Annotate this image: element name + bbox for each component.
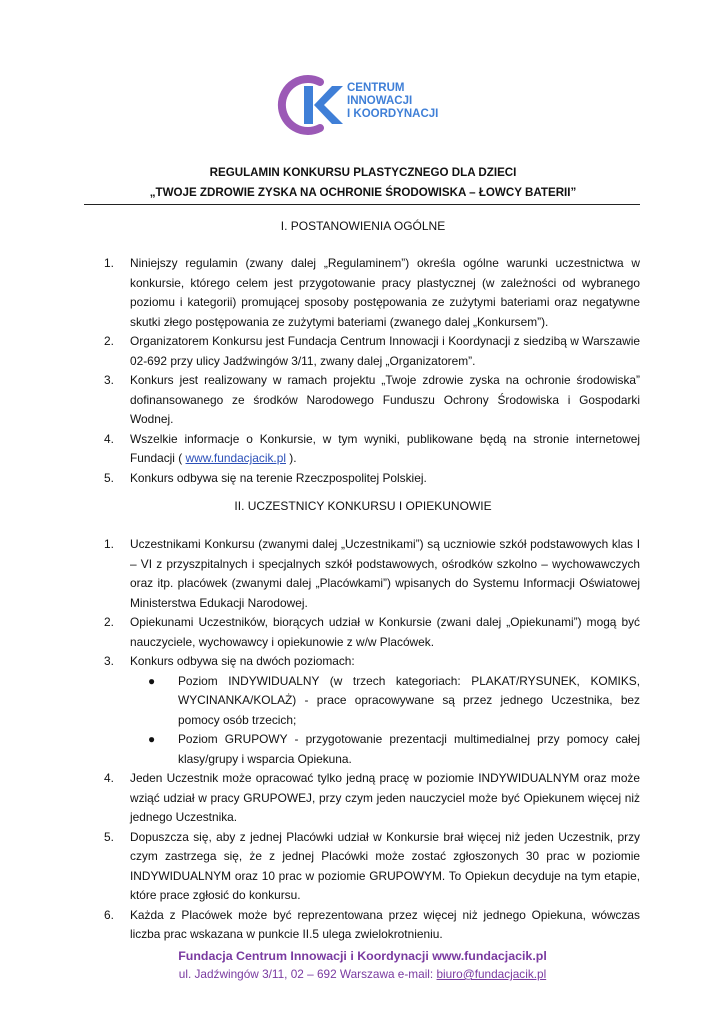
list-item bbox=[104, 254, 640, 332]
item-text-before: Wszelkie informacje o Konkursie, w tym wyniki, publikowane będą na stronie internetowej Fundacji ( bbox=[130, 431, 640, 465]
list-item bbox=[104, 769, 640, 828]
item-number: 3. bbox=[104, 373, 114, 387]
item-number: 4. bbox=[104, 431, 114, 446]
bullet-item bbox=[130, 672, 640, 731]
list-item bbox=[104, 332, 640, 371]
section-1-heading: I. POSTANOWIENIA OGÓLNE bbox=[280, 219, 446, 233]
item-number: 5. bbox=[104, 470, 114, 485]
logo-text bbox=[347, 82, 438, 121]
item-number: 5. bbox=[104, 829, 114, 844]
footer-email-link[interactable]: biuro@fundacjacik.pl bbox=[436, 967, 547, 981]
item-text: Każda z Placówek może być reprezentowana przez więcej niż jednego Opiekuna, wówczas liczba prac wskazana w punkcie II.5 ulega zwielokrotnieniu. bbox=[130, 907, 640, 941]
footer-address-text: ul. Jadźwingów 3/11, 02 – 692 Warszawa e-mail: bbox=[178, 967, 437, 981]
list-item bbox=[104, 906, 640, 945]
bullet-item bbox=[130, 730, 640, 769]
item-number: 2. bbox=[104, 334, 114, 348]
list-item bbox=[104, 828, 640, 906]
item-text: Konkurs odbywa się na terenie Rzeczpospolitej Polskiej. bbox=[130, 470, 427, 485]
item-text-after: ). bbox=[285, 451, 297, 465]
list-item bbox=[104, 469, 640, 489]
list-item bbox=[104, 535, 640, 613]
section-1-list bbox=[104, 254, 640, 488]
item-text: Konkurs jest realizowany w ramach projektu „Twoje zdrowie zyska na ochronie środowiska” dofinansowanego ze środków Narodowego Funduszu Ochrony Środowiska i Gospodarki Wodnej. bbox=[130, 373, 640, 426]
list-item bbox=[104, 371, 640, 430]
item-number: 6. bbox=[104, 907, 114, 922]
list-item bbox=[104, 613, 640, 652]
item-text: Niniejszy regulamin (zwany dalej „Regulaminem”) określa ogólne warunki uczestnictwa w konkursie, którego celem jest przygotowanie pracy plastycznej (w zależności od wybranego poziomu i kategorii) promującej sposoby postępowania ze zużytymi bateriami oraz negatywne skutki złego postępowania ze zużytymi bateriami (zwanego dalej „Konkursem”). bbox=[130, 256, 640, 329]
title-divider bbox=[84, 204, 640, 205]
item-number: 2. bbox=[104, 615, 114, 629]
document-title bbox=[80, 163, 646, 203]
bullet-text: Poziom GRUPOWY - przygotowanie prezentacji multimedialnej przy pomocy całej klasy/grupy i wsparcia Opiekuna. bbox=[178, 732, 640, 766]
title-line-2: „TWOJE ZDROWIE ZYSKA NA OCHRONIE ŚRODOWISKA – ŁOWCY BATERII” bbox=[149, 186, 577, 199]
logo-line-1: CENTRUM bbox=[347, 82, 405, 94]
item-number: 4. bbox=[104, 771, 114, 785]
section-2-heading: II. UCZESTNICY KONKURSU I OPIEKUNOWIE bbox=[234, 499, 492, 513]
bullet-icon: ● bbox=[148, 732, 156, 746]
item-text: Konkurs odbywa się na dwóch poziomach: bbox=[130, 654, 355, 668]
item-number: 1. bbox=[104, 256, 114, 270]
item-text: Dopuszcza się, aby z jednej Placówki udział w Konkursie brał więcej niż jeden Uczestnik, przy czym zastrzega się, że z jednej Placówki może zostać zgłoszonych 30 prac w poziomie INDYWIDUALNYM oraz 10 prac w poziomie GRUPOWYM. To Opiekun decyduje na tym etapie, które prace zgłosić do konkursu. bbox=[130, 829, 640, 902]
logo-line-2: INNOWACJI bbox=[347, 95, 413, 107]
bullet-icon: ● bbox=[148, 673, 156, 688]
logo-line-3: I KOORDYNACJI bbox=[347, 108, 439, 120]
bullet-text: Poziom INDYWIDUALNY (w trzech kategoriach: PLAKAT/RYSUNEK, KOMIKS, WYCINANKA/KOLAŻ) - prace opracowywane są przez jednego Uczestnika, bez pomocy osób trzecich; bbox=[178, 673, 640, 727]
item-number: 3. bbox=[104, 654, 114, 668]
footer-address bbox=[0, 967, 725, 981]
item-text: Jeden Uczestnik może opracować tylko jedną pracę w poziomie INDYWIDUALNYM oraz może wziąć udział w pracy GRUPOWEJ, przy czym jeden nauczyciel może być Opiekunem więcej niż jednego Uczestnika. bbox=[130, 771, 640, 824]
footer-foundation: Fundacja Centrum Innowacji i Koordynacji www.fundacjacik.pl bbox=[178, 949, 547, 963]
title-line-1: REGULAMIN KONKURSU PLASTYCZNEGO DLA DZIECI bbox=[209, 166, 517, 179]
website-link[interactable]: www.fundacjacik.pl bbox=[185, 451, 286, 465]
cik-logo-mark bbox=[274, 70, 350, 140]
section-2-list bbox=[104, 535, 640, 945]
item-text: Uczestnikami Konkursu (zwanymi dalej „Uczestnikami”) są uczniowie szkół podstawowych klas I – VI z przyszpitalnych i specjalnych szkół podstawowych, ośrodków szkolno – wychowawczych oraz itp. placówek (zwanymi dalej „Placówkami”) wpisanych do Systemu Informacji Oświatowej Ministerstwa Edukacji Narodowej. bbox=[130, 537, 640, 610]
item-text: Organizatorem Konkursu jest Fundacja Centrum Innowacji i Koordynacji z siedzibą w Warszawie 02-692 przy ulicy Jadźwingów 3/11, zwany dalej „Organizatorem”. bbox=[130, 334, 640, 368]
list-item bbox=[104, 430, 640, 469]
bullet-list bbox=[130, 672, 640, 770]
item-text: Opiekunami Uczestników, biorących udział w Konkursie (zwani dalej „Opiekunami”) mogą być nauczyciele, wychowawcy i opiekunowie z w/w Placówek. bbox=[130, 615, 640, 649]
item-number: 1. bbox=[104, 537, 114, 551]
list-item bbox=[104, 652, 640, 769]
